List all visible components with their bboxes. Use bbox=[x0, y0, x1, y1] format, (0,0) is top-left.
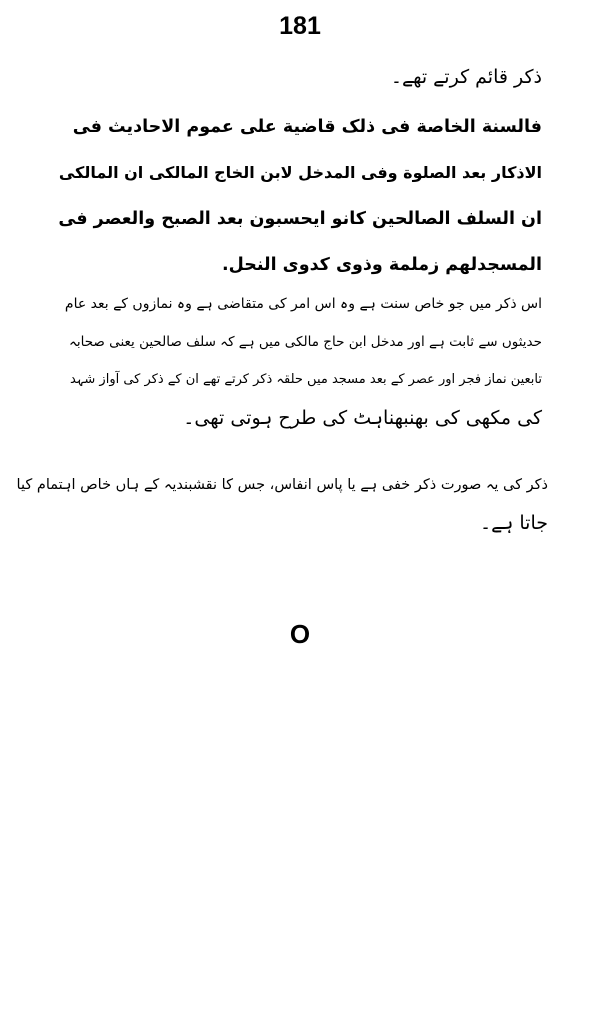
urdu-explanation bbox=[54, 285, 542, 437]
page-number: 181 bbox=[279, 12, 321, 40]
end-mark: O bbox=[289, 619, 311, 649]
urdu-line: حدیثوں سے ثابت ہے اور مدخل ابن حاج مالکی میں ہے کہ سلف صالحین یعنی صحابہ bbox=[68, 334, 542, 350]
arabic-line: فالسنة الخاصة فی ذلک قاضیة علی عموم الاحادیث فی bbox=[72, 117, 542, 137]
arabic-quote bbox=[54, 104, 542, 288]
urdu-line: کی مکھی کی بھنبھناہٹ کی طرح ہوتی تھی۔ bbox=[183, 407, 542, 429]
intro-line bbox=[54, 58, 542, 96]
text-line: ذکر قائم کرتے تھے۔ bbox=[390, 66, 542, 88]
closing-paragraph bbox=[8, 466, 548, 542]
arabic-line: المسجدلهم زملمة وذوی کدوی النحل. bbox=[221, 255, 542, 275]
closing-line: ذکر کی یہ صورت ذکر خفی ہے یا پاس انفاس، جس کا نقشبندیہ کے ہاں خاص اہتمام کیا bbox=[16, 477, 548, 493]
arabic-line: ان السلف الصالحین کانو ایحسبون بعد الصبح والعصر فی bbox=[58, 209, 542, 229]
urdu-line: اس ذکر میں جو خاص سنت ہے وہ اس امر کی متقاضی ہے وہ نمازوں کے بعد عام bbox=[64, 296, 542, 312]
closing-line: جاتا ہے۔ bbox=[479, 512, 548, 534]
arabic-line: الاذکار بعد الصلوة وفی المدخل لابن الخاج المالکی ان المالکی bbox=[58, 163, 542, 182]
urdu-line: تابعین نماز فجر اور عصر کے بعد مسجد میں حلقہ ذکر کرتے تھے ان کے ذکر کی آواز شہد bbox=[69, 372, 542, 387]
